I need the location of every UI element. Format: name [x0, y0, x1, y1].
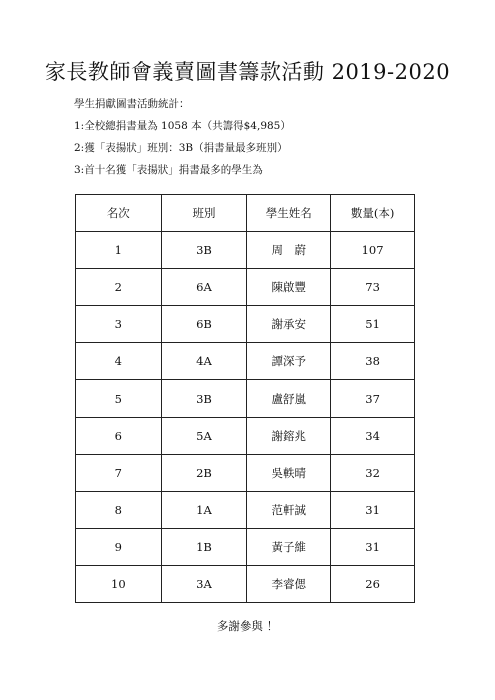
cell-quantity: 37: [331, 380, 415, 417]
table-row: [76, 343, 415, 380]
header-quantity: 數量(本): [331, 195, 415, 232]
header-student-name: 學生姓名: [247, 195, 331, 232]
cell-student-name: 吳軼晴: [247, 454, 331, 491]
cell-student-name: 范軒誠: [247, 491, 331, 528]
cell-quantity: 31: [331, 528, 415, 565]
table-row: [76, 454, 415, 491]
cell-student-name: 譚深予: [247, 343, 331, 380]
cell-quantity: 26: [331, 565, 415, 602]
intro-heading: 學生捐獻圖書活動統計：: [74, 98, 190, 110]
cell-class: 1B: [161, 528, 247, 565]
cell-class: 6A: [161, 269, 247, 306]
cell-class: 3B: [161, 380, 247, 417]
thank-you-note: 多謝參與 ！: [216, 619, 279, 633]
cell-class: 3A: [161, 565, 247, 602]
cell-student-name: 盧舒嵐: [247, 380, 331, 417]
cell-rank: 8: [76, 491, 162, 528]
table-row: [76, 528, 415, 565]
cell-student-name: 周 蔚: [247, 232, 331, 269]
cell-rank: 10: [76, 565, 162, 602]
cell-rank: 2: [76, 269, 162, 306]
cell-quantity: 107: [331, 232, 415, 269]
cell-class: 3B: [161, 232, 247, 269]
cell-class: 1A: [161, 491, 247, 528]
header-class: 班別: [161, 195, 247, 232]
header-rank: 名次: [76, 195, 162, 232]
table-row: [76, 565, 415, 602]
cell-student-name: 黃子維: [247, 528, 331, 565]
cell-class: 5A: [161, 417, 247, 454]
table-row: [76, 380, 415, 417]
cell-class: 2B: [161, 454, 247, 491]
cell-rank: 1: [76, 232, 162, 269]
cell-quantity: 32: [331, 454, 415, 491]
cell-class: 6B: [161, 306, 247, 343]
cell-rank: 9: [76, 528, 162, 565]
cell-rank: 3: [76, 306, 162, 343]
cell-quantity: 73: [331, 269, 415, 306]
cell-student-name: 謝鎔兆: [247, 417, 331, 454]
cell-quantity: 34: [331, 417, 415, 454]
cell-class: 4A: [161, 343, 247, 380]
table-row: [76, 491, 415, 528]
donation-ranking-table: [75, 194, 415, 603]
table-header-row: [76, 195, 415, 232]
cell-rank: 4: [76, 343, 162, 380]
cell-rank: 7: [76, 454, 162, 491]
cell-quantity: 38: [331, 343, 415, 380]
cell-student-name: 陳啟豐: [247, 269, 331, 306]
table-row: [76, 306, 415, 343]
intro-line-top-students: 3:首十名獲「表揚狀」捐書最多的學生為: [74, 164, 263, 176]
table-row: [76, 269, 415, 306]
document-title: 家長教師會義賣圖書籌款活動 2019-2020: [44, 60, 451, 84]
cell-student-name: 謝承安: [247, 306, 331, 343]
cell-rank: 5: [76, 380, 162, 417]
table-row: [76, 417, 415, 454]
cell-quantity: 31: [331, 491, 415, 528]
cell-student-name: 李睿偲: [247, 565, 331, 602]
intro-line-total-books: 1:全校總捐書量為 1058 本（共籌得$4,985）: [74, 120, 291, 132]
cell-quantity: 51: [331, 306, 415, 343]
intro-line-award-class: 2:獲「表揚狀」班別：3B（捐書量最多班別）: [74, 142, 288, 154]
cell-rank: 6: [76, 417, 162, 454]
table-row: [76, 232, 415, 269]
